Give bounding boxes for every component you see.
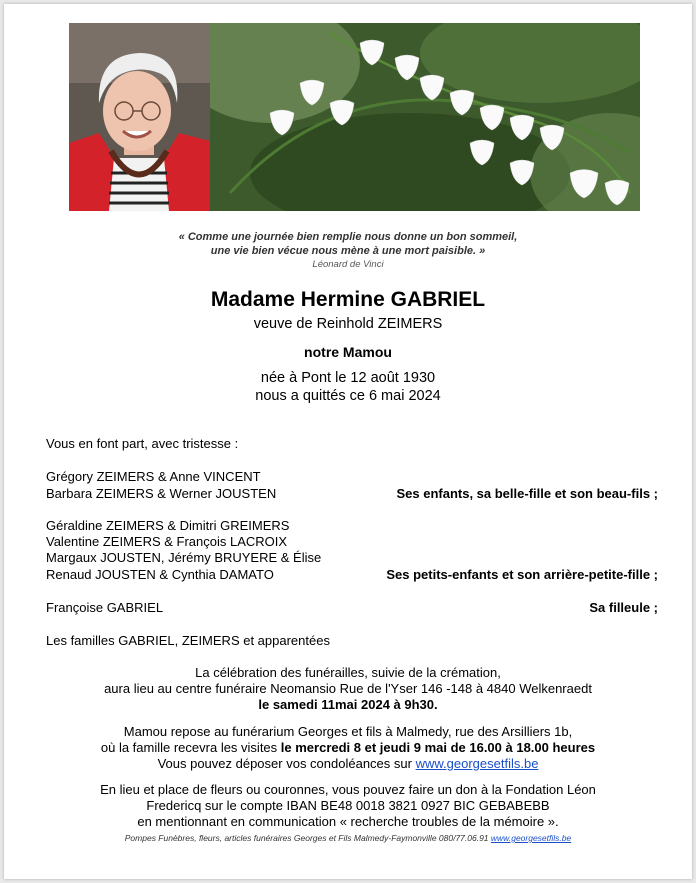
donation-line-1: En lieu et place de fleurs ou couronnes, vous pouvez faire un don à la Fondation Léon (100, 782, 596, 797)
grandchildren-label: Ses petits-enfants et son arrière-petite-fille ; (386, 567, 658, 582)
goddaughter-label: Sa filleule ; (589, 600, 658, 615)
birth-line: née à Pont le 12 août 1930 (260, 370, 436, 386)
families-line: Les familles GABRIEL, ZEIMERS et apparentées (46, 633, 330, 648)
footer-text: Pompes Funèbres, fleurs, articles funéraires Georges et Fils Malmedy-Faymonville 080/77.06.91 (124, 833, 491, 843)
quote-line-2: une vie bien vécue nous mène à une mort paisible. » (210, 245, 486, 257)
visit-line-2 (4, 740, 692, 756)
goddaughter-name: Françoise GABRIEL (46, 600, 164, 615)
donation-line-3: en mentionnant en communication « recherche troubles de la mémoire ». (137, 814, 559, 829)
grandchild-4: Renaud JOUSTEN & Cynthia DAMATO (46, 567, 274, 582)
children-label: Ses enfants, sa belle-fille et son beau-fils ; (396, 486, 658, 501)
condolences-link[interactable]: www.georgesetfils.be (415, 756, 539, 771)
death-line: nous a quittés ce 6 mai 2024 (255, 388, 441, 404)
header-banner (69, 23, 640, 211)
footer-link[interactable]: www.georgesetfils.be (490, 833, 572, 843)
widow-of: veuve de Reinhold ZEIMERS (253, 316, 443, 332)
quote-line-1: « Comme une journée bien remplie nous donne un bon sommeil, (178, 231, 518, 243)
portrait-photo (69, 23, 210, 211)
intro-text: Vous en font part, avec tristesse : (46, 436, 239, 451)
grandchild-3: Margaux JOUSTEN, Jérémy BRUYERE & Élise (46, 550, 322, 565)
donation-line-2: Fredericq sur le compte IBAN BE48 0018 3821 0927 BIC GEBABEBB (146, 798, 550, 813)
visit-line-3 (4, 756, 692, 772)
visit-line-2-text: où la famille recevra les visites (100, 740, 281, 755)
death-notice-page (4, 4, 692, 879)
grandchild-2: Valentine ZEIMERS & François LACROIX (46, 534, 288, 549)
funeral-line-2: aura lieu au centre funéraire Neomansio Rue de l'Yser 146 -148 à 4840 Welkenraedt (104, 681, 592, 696)
footer (4, 833, 692, 843)
quote-author: Léonard de Vinci (312, 259, 384, 270)
nickname: notre Mamou (304, 344, 392, 360)
child-1: Grégory ZEIMERS & Anne VINCENT (46, 469, 261, 484)
funeral-line-1: La célébration des funérailles, suivie de la crémation, (195, 665, 501, 680)
deceased-name: Madame Hermine GABRIEL (210, 288, 486, 311)
visit-hours: le mercredi 8 et jeudi 9 mai de 16.00 à 18.00 heures (280, 740, 596, 755)
funeral-date: le samedi 11mai 2024 à 9h30. (258, 697, 438, 712)
grandchild-1: Géraldine ZEIMERS & Dimitri GREIMERS (46, 518, 290, 533)
visit-line-1: Mamou repose au funérarium Georges et fils à Malmedy, rue des Arsilliers 1b, (123, 724, 573, 739)
condolences-text: Vous pouvez déposer vos condoléances sur (157, 756, 416, 771)
flowers-photo (210, 23, 640, 211)
child-2: Barbara ZEIMERS & Werner JOUSTEN (46, 486, 277, 501)
